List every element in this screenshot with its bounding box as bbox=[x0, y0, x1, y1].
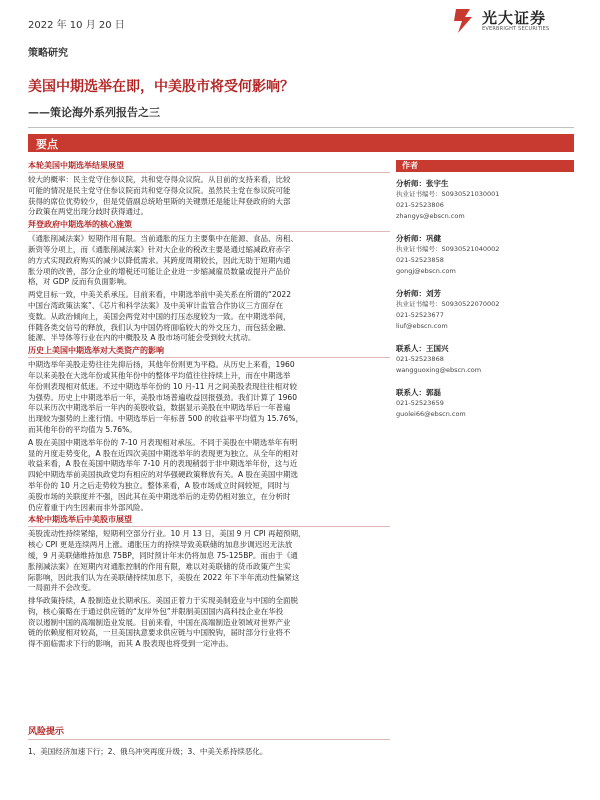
analyst-phone: 021-52523659 bbox=[396, 399, 444, 407]
report-category: 策略研究 bbox=[28, 48, 68, 59]
report-title: 美国中期选举在即，中美股市将受何影响？ bbox=[28, 79, 294, 95]
paragraph-line: 分政策在两党出现分歧时获得通过。 bbox=[28, 207, 148, 217]
paragraph-line: 年以来美股在大选年份或其他年份中的整体平均值往往持续上升，而在中期选举 bbox=[28, 370, 291, 380]
analyst-phone: 021-52523806 bbox=[396, 201, 444, 209]
section-paragraph bbox=[28, 438, 390, 514]
paragraph-line: 一局面并不会改变。 bbox=[28, 583, 96, 593]
paragraph-line: 得不面临需求下行的影响，而其 A 股表现也将受到一定冲击。 bbox=[28, 639, 233, 649]
author-heading: 作者 bbox=[396, 160, 574, 172]
analyst-phone: 021-52523858 bbox=[396, 256, 444, 264]
risk-heading: 风险提示 bbox=[28, 724, 390, 740]
section-heading: 本轮美国中期选举结果展望 bbox=[28, 161, 390, 173]
section-paragraph bbox=[28, 175, 390, 218]
company-logo bbox=[452, 4, 592, 38]
paragraph-line: 显的月度走势变化，A 股在近四次美国中期选举年的表现更为独立。从全年的相对 bbox=[28, 448, 299, 458]
section-heading: 历史上美国中期选举对大类资产的影响 bbox=[28, 346, 390, 358]
analyst-email[interactable]: gongj@ebscn.com bbox=[396, 267, 456, 275]
logo-english: EVERBRIGHT SECURITIES bbox=[482, 26, 550, 32]
paragraph-line: 四轮中期选举前美国执政党均有相应的对华强硬政策释放有关。A 股在美国中期选 bbox=[28, 470, 299, 480]
header-divider bbox=[28, 127, 574, 128]
section-paragraph bbox=[28, 529, 390, 594]
analyst-card bbox=[396, 343, 574, 376]
paragraph-line: 缓，9 月美联储维持加息 75BP，同时预计年末仍将加息 75-125BP。而由于《通 bbox=[28, 550, 298, 560]
analyst-phone: 021-52523868 bbox=[396, 355, 444, 363]
section-paragraph bbox=[28, 234, 390, 288]
logo-name: 光大证券 bbox=[482, 9, 547, 27]
paragraph-line: 能源、半导体等行业在内的中概股及 A 股市场可能会受到较大扰动。 bbox=[28, 333, 256, 343]
analyst-card bbox=[396, 288, 574, 332]
logo-mark-icon bbox=[452, 7, 476, 35]
paragraph-line: 两党目标一致，中美关系承压。目前来看，中期选举前中美关系在所谓的“2022 bbox=[28, 290, 291, 300]
risk-text: 1、美国经济加速下行；2、俄乌冲突再度升级；3、中美关系持续恶化。 bbox=[28, 747, 268, 756]
paragraph-line: 《通胀削减法案》短期作用有限。当前通胀的压力主要集中在能源、食品、房租、 bbox=[28, 234, 298, 244]
paragraph-line: 中国台湾政策法案”、《芯片和科学法案》及中美审计监管合作协议三方面存在 bbox=[28, 300, 284, 310]
section-paragraph bbox=[28, 596, 390, 650]
summary-label: 要点 bbox=[36, 138, 58, 151]
analyst-name: 分析师：张宇生 bbox=[396, 179, 449, 188]
paragraph-line: 钩，核心策略在于通过供应链的“友岸外包”并限制美国国内高科技企业在华投 bbox=[28, 606, 284, 616]
paragraph-line: 出现较为强势的上涨行情。中期选举后一年标普 500 的收益率平均值为 15.76%， bbox=[28, 414, 304, 424]
paragraph-line: 新资等分项上，而《通胀削减法案》针对大企业的税改主要是通过缩减政府赤字 bbox=[28, 244, 291, 254]
paragraph-line: A 股在美国中期选举年份的 7-10 月表现相对承压。不同于美股在中期选举年有明 bbox=[28, 437, 298, 447]
paragraph-line: 可能的情况是民主党守住参议院而共和党夺得众议院。虽然民主党在参议院可能 bbox=[28, 185, 291, 195]
analyst-email[interactable]: liuf@ebscn.com bbox=[396, 322, 448, 330]
analyst-email[interactable]: zhangys@ebscn.com bbox=[396, 212, 465, 220]
analyst-name: 分析师：刘芳 bbox=[396, 289, 441, 298]
paragraph-line: 的方式实现政府购买的减少以降低需求。其跨度周期较长，因此无助于短期内通 bbox=[28, 255, 291, 265]
summary-bar bbox=[28, 134, 574, 152]
analyst-name: 分析师：巩健 bbox=[396, 234, 441, 243]
paragraph-line: 胀分项的改善，部分企业的增税还可能让企业进一步缩减雇员数量或提升产品价 bbox=[28, 266, 291, 276]
paragraph-line: 收益来看，A 股在美国中期选举年 7-10 月的表现稍弱于非中期选举年份，这与近 bbox=[28, 459, 298, 469]
analyst-card bbox=[396, 387, 574, 420]
analyst-cert: 执业证书编号：S0930521040002 bbox=[396, 245, 500, 253]
section-paragraph bbox=[28, 360, 390, 436]
paragraph-line: 中期选举年美股走势往往先抑后扬，其他年份则更为平稳。从历史上来看，1960 bbox=[28, 360, 295, 370]
paragraph-line: 年以来历次中期选举后一年内的美股收益，数据显示美股在中期选举后一年普遍 bbox=[28, 403, 291, 413]
report-subtitle: ——策论海外系列报告之三 bbox=[28, 106, 160, 119]
paragraph-line: 美股流动性持续紧缩，短期利空部分行业。10 月 13 日，美国 9 月 CPI 再超预期， bbox=[28, 529, 306, 539]
analyst-email[interactable]: guolei66@ebscn.com bbox=[396, 410, 466, 418]
paragraph-line: 伴随各类交信号的释放，我们认为中国仍将面临较大的外交压力，而包括金融、 bbox=[28, 322, 291, 332]
paragraph-line: 资以遏制中国的高端制造业发展。目前来看，中国在高端制造业领域对世界产业 bbox=[28, 617, 291, 627]
section-heading: 本轮中期选举后中美股市展望 bbox=[28, 515, 390, 527]
analyst-card bbox=[396, 178, 574, 222]
paragraph-line: 仍应着重于内生因素而非外部风险。 bbox=[28, 502, 148, 512]
author-sidebar bbox=[396, 160, 574, 431]
analyst-phone: 021-52523677 bbox=[396, 311, 444, 319]
paragraph-line: 获得的席位优势较少，但是凭借副总统哈里斯的关键票还是能让拜登政府的大部 bbox=[28, 196, 291, 206]
paragraph-line: 链的依赖度相对较高，一旦美国执意要求供应链与中国脱钩，届时部分行业将不 bbox=[28, 628, 291, 638]
analyst-name: 联系人：郭磊 bbox=[396, 388, 441, 397]
paragraph-line: 核心 CPI 更是连续两月上涨。通胀压力的持续导致美联储的加息步调迟迟无法放 bbox=[28, 540, 293, 550]
paragraph-line: 变数。从政治倾向上，美国会两党对中国的打压态度较为一致。在中期选举间， bbox=[28, 311, 291, 321]
analyst-card bbox=[396, 233, 574, 277]
paragraph-line: 排华政策持续，A 股制造业长期承压。美国正着力于实现美制造业与中国的全面脱 bbox=[28, 596, 299, 606]
analyst-name: 联系人：王国兴 bbox=[396, 344, 449, 353]
section-paragraph bbox=[28, 290, 390, 344]
paragraph-line: 年份则表现相对低迷。不过中期选举年份的 10 月-11 月之间美股表现往往相对较 bbox=[28, 381, 297, 391]
paragraph-line: 美股市场的关联度并不强，因此其在美中期选举后的走势仍相对独立，在分析时 bbox=[28, 491, 291, 501]
paragraph-line: 较大的概率：民主党守住参议院，共和党夺得众议院。从目前的支持来看，比较 bbox=[28, 175, 291, 184]
section-heading: 拜登政府中期选举的核心施策 bbox=[28, 220, 390, 232]
paragraph-line: 为强势。历史上中期选举后一年，美股市场普遍收益回报强劲。我们计算了 1960 bbox=[28, 392, 297, 402]
paragraph-line: 格，对 GDP 反而有负面影响。 bbox=[28, 277, 132, 287]
paragraph-line: 胀削减法案》在短期内对通胀控制的作用有限，难以对美联储的货币政策产生实 bbox=[28, 561, 291, 571]
paragraph-line: 举年份的 10 月之后走势较为独立。整体来看，A 股市场成立时间较短，同时与 bbox=[28, 480, 290, 490]
main-content bbox=[28, 160, 390, 652]
analyst-cert: 执业证书编号：S0930521030001 bbox=[396, 190, 500, 198]
paragraph-line: 际影响，因此我们认为在美联储持续加息下，美股在 2022 年下半年流动性偏紧这 bbox=[28, 572, 300, 582]
analyst-email[interactable]: wangguoxing@ebscn.com bbox=[396, 366, 482, 374]
report-date: 2022 年 10 月 20 日 bbox=[28, 20, 125, 31]
paragraph-line: 而其他年份的平均值为 5.76%。 bbox=[28, 424, 137, 434]
analyst-cert: 执业证书编号：S0930522070002 bbox=[396, 300, 500, 308]
